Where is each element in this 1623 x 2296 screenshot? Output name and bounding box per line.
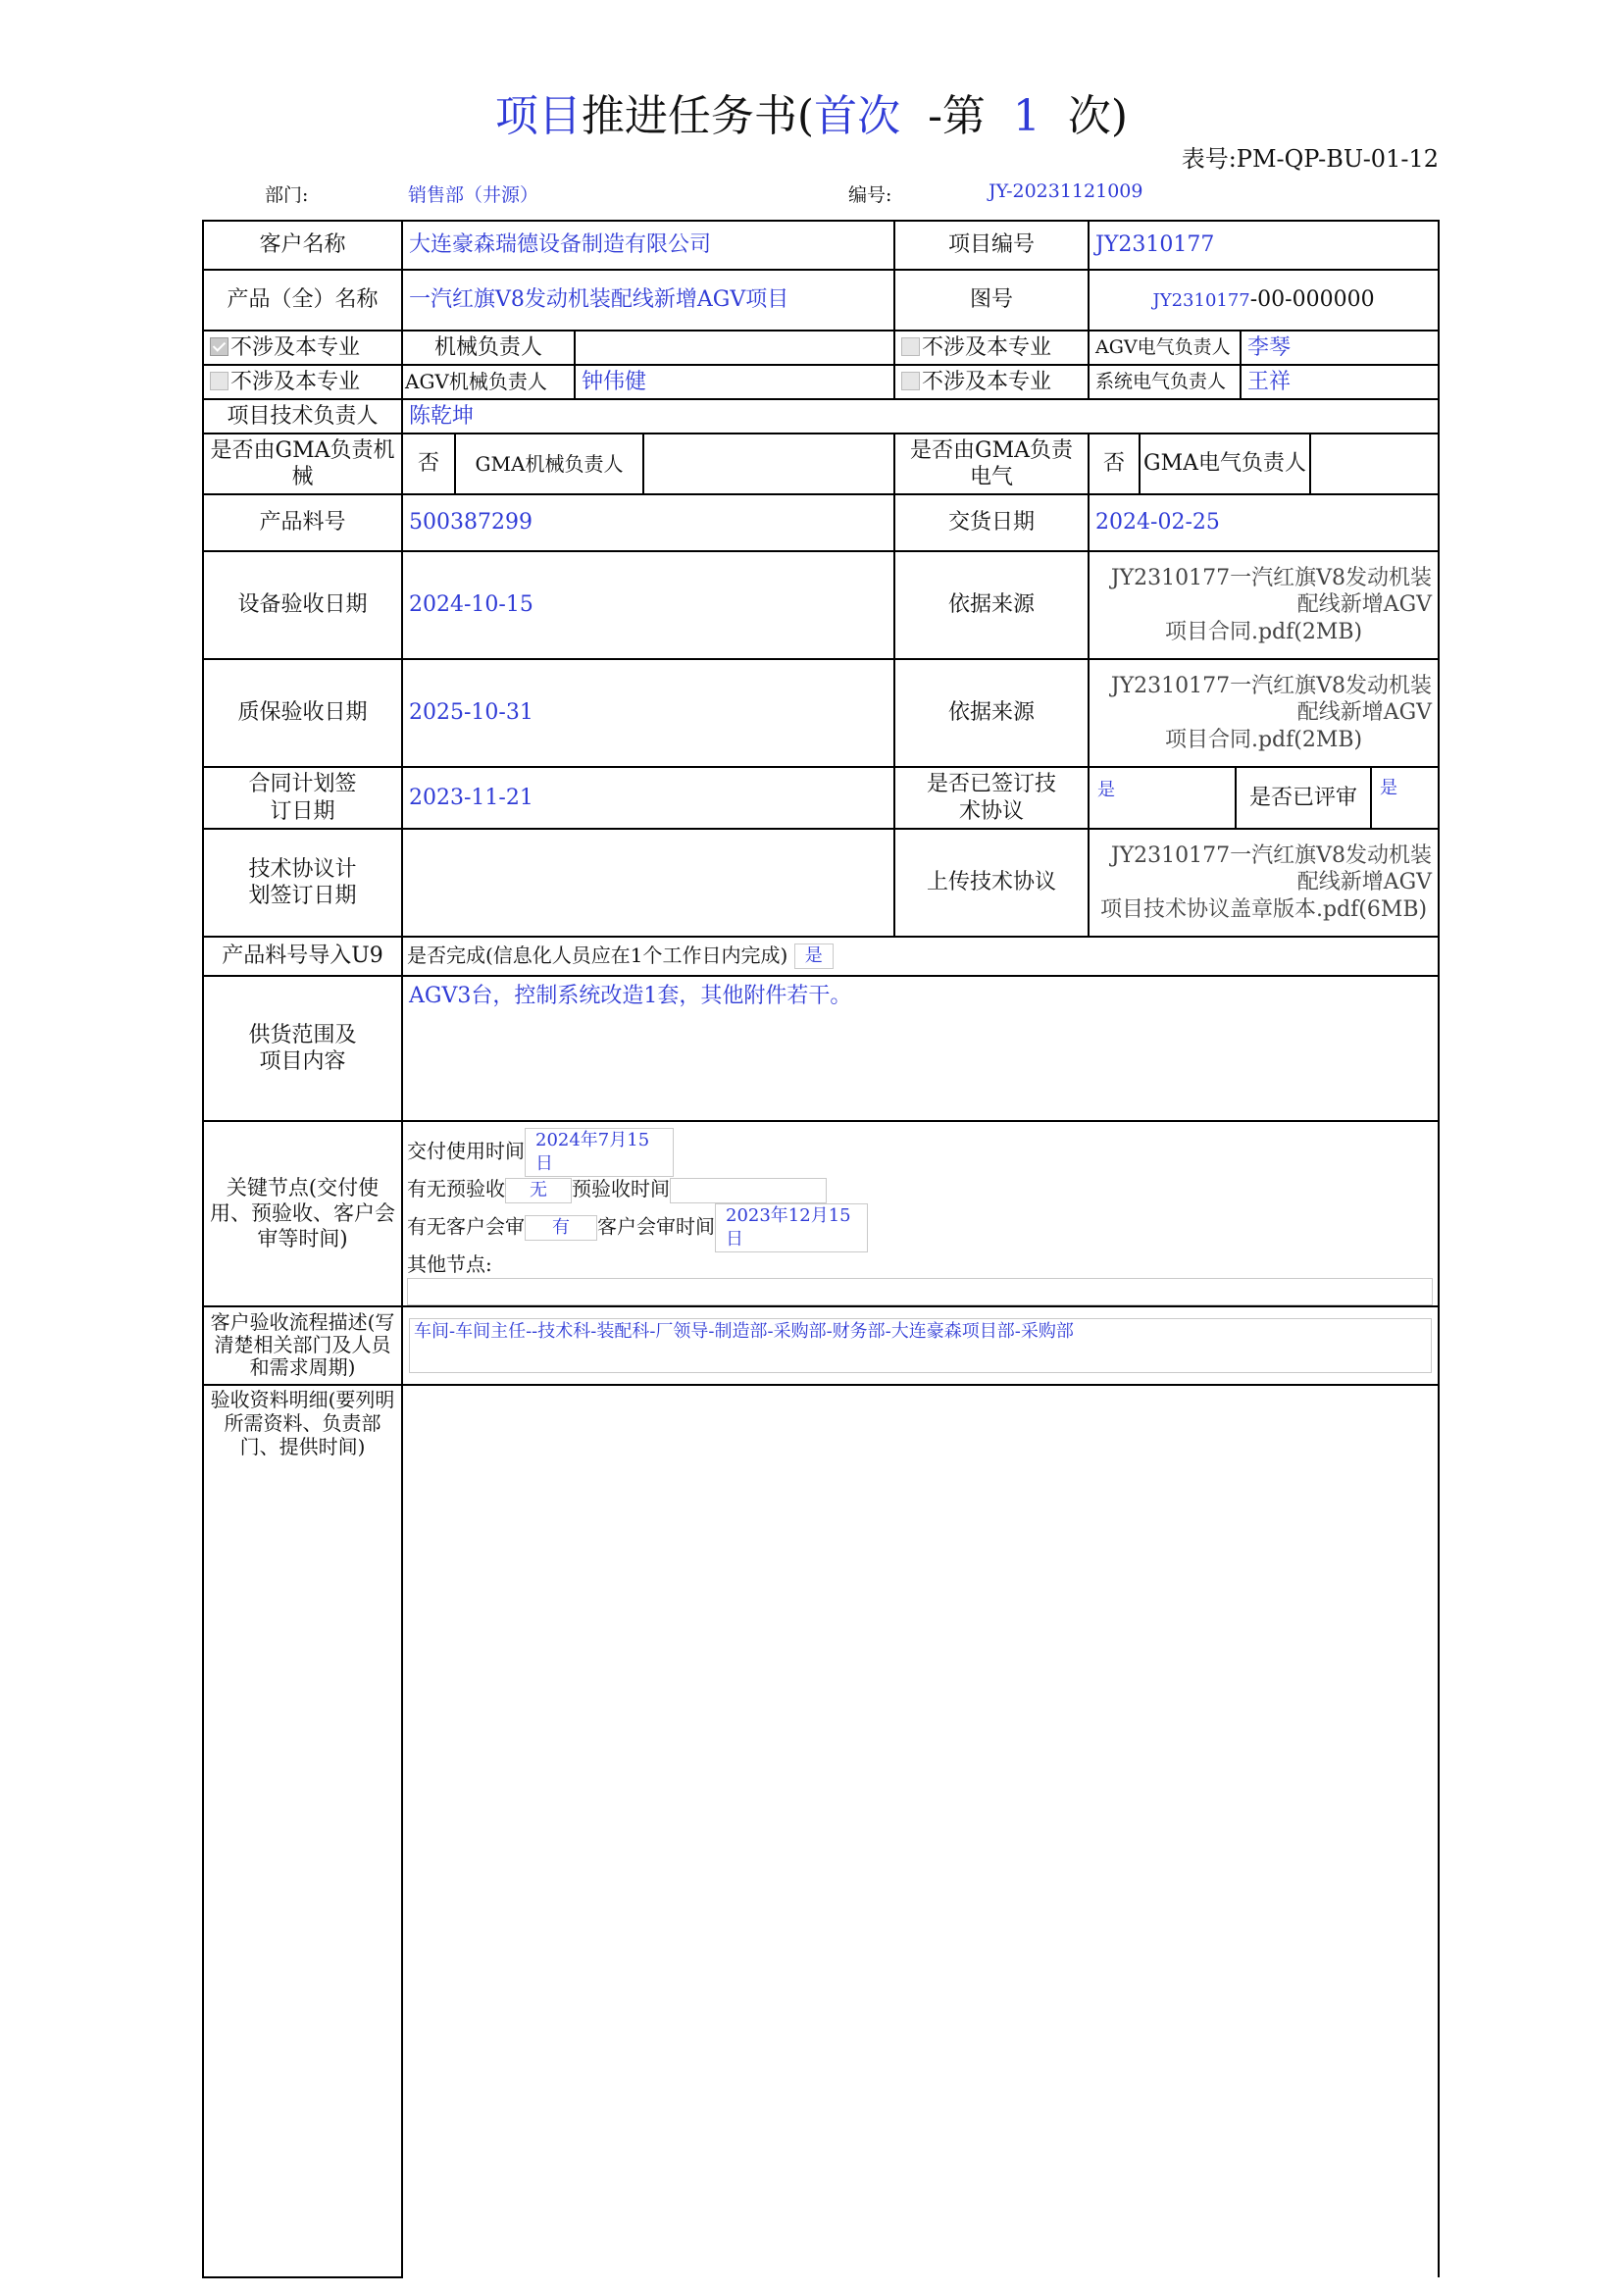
milestones-label: 关键节点(交付使用、预验收、客户会审等时间) (203, 1121, 402, 1306)
not-involved-agv-mech-cell[interactable] (203, 365, 402, 399)
agv-elec-owner-label: AGV电气负责人 (1089, 331, 1241, 365)
pre-accept-label: 有无预验收 (407, 1177, 505, 1200)
milestone-pre-accept-row (407, 1177, 1434, 1203)
product-name-value[interactable]: 一汽红旗V8发动机装配线新增AGV项目 (402, 270, 894, 331)
u9-label: 产品料号导入U9 (203, 937, 402, 976)
department-value: 销售部（井源） (408, 184, 539, 206)
docs-value[interactable] (402, 1385, 1439, 2277)
delivery-date-value[interactable]: 2024-02-25 (1089, 494, 1439, 551)
project-no-label: 项目编号 (894, 221, 1089, 270)
basis-file-1-line1: JY2310177一汽红旗V8发动机装配线新增AGV (1110, 565, 1433, 618)
row-tech-agreement (203, 829, 1439, 937)
row-product (203, 270, 1439, 331)
tech-agreement-date-label: 技术协议计划签订日期 (203, 829, 402, 937)
other-nodes-value[interactable] (407, 1278, 1433, 1305)
not-involved-mech-label: 不涉及本专业 (230, 334, 361, 360)
basis-file-1[interactable] (1089, 551, 1439, 659)
tech-agreement-signed-label: 是否已签订技术协议 (894, 767, 1089, 829)
row-tech-lead (203, 399, 1439, 434)
drawing-label: 图号 (894, 270, 1089, 331)
tech-lead-label: 项目技术负责人 (203, 399, 402, 434)
drawing-no: JY2310177 (1152, 290, 1250, 312)
sys-elec-owner-value[interactable]: 王祥 (1241, 365, 1439, 399)
row-customer (203, 221, 1439, 270)
customer-name-value[interactable]: 大连豪森瑞德设备制造有限公司 (402, 221, 894, 270)
row-acceptance (203, 551, 1439, 659)
agv-mech-owner-label: AGV机械负责人 (402, 365, 575, 399)
milestone-review-row (407, 1203, 1434, 1252)
tech-lead-value[interactable]: 陈乾坤 (402, 399, 1439, 434)
tech-agreement-cell (1089, 767, 1439, 829)
mech-owner-label: 机械负责人 (402, 331, 575, 365)
gma-mech-label: 是否由GMA负责机械 (203, 434, 402, 494)
delivery-date-label: 交货日期 (894, 494, 1089, 551)
pre-accept-value[interactable]: 无 (505, 1178, 572, 1203)
milestones-cell (402, 1121, 1439, 1306)
row-contract (203, 767, 1439, 829)
acceptance-date-label: 设备验收日期 (203, 551, 402, 659)
title-part-count: 1 (1012, 91, 1040, 141)
gma-elec-owner-label: GMA电气负责人 (1141, 434, 1311, 493)
basis-label-2: 依据来源 (894, 659, 1089, 767)
pre-accept-time-value[interactable] (670, 1178, 827, 1203)
delivery-use-value[interactable]: 2024年7月15日 (525, 1128, 674, 1177)
gma-mech-cell (402, 434, 894, 494)
gma-mech-owner-value[interactable] (644, 434, 893, 493)
material-no-value[interactable]: 500387299 (402, 494, 894, 551)
product-name-label: 产品（全）名称 (203, 270, 402, 331)
gma-elec-cell (1089, 434, 1439, 494)
not-involved-sys-elec-cell[interactable] (894, 365, 1089, 399)
sys-elec-owner-label: 系统电气负责人 (1089, 365, 1241, 399)
gma-elec-label: 是否由GMA负责电气 (894, 434, 1089, 494)
tech-agreement-date-value[interactable] (402, 829, 894, 937)
upload-file[interactable] (1089, 829, 1439, 937)
mech-owner-value[interactable] (575, 331, 894, 365)
row-mech-owner (203, 331, 1439, 365)
title-part-end: 次) (1067, 91, 1129, 141)
project-no-value[interactable]: JY2310177 (1089, 221, 1439, 270)
milestone-delivery-row (407, 1128, 1434, 1177)
docs-label: 验收资料明细(要列明所需资料、负责部门、提供时间) (203, 1385, 402, 2277)
title-part-first: 首次 (814, 91, 901, 141)
other-nodes-label: 其他节点: (407, 1251, 492, 1276)
upload-file-line2: 项目技术协议盖章版本.pdf(6MB) (1099, 896, 1428, 922)
not-involved-mech-checkbox[interactable] (210, 337, 228, 356)
basis-file-2-line1: JY2310177一汽红旗V8发动机装配线新增AGV (1110, 673, 1433, 726)
not-involved-agv-elec-cell[interactable] (894, 331, 1089, 365)
task-form-table (202, 220, 1440, 2278)
u9-text: 是否完成(信息化人员应在1个工作日内完成) (407, 943, 788, 967)
form-number: 表号:PM-QP-BU-01-12 (1181, 145, 1439, 173)
review-time-label: 客户会审时间 (597, 1214, 715, 1238)
review-time-value[interactable]: 2023年12月15日 (715, 1203, 868, 1252)
flow-value[interactable]: 车间-车间主任--技术科-装配科-厂领导-制造部-采购部-财务部-大连豪森项目部-采购部 (409, 1318, 1432, 1373)
not-involved-agv-elec-checkbox[interactable] (901, 337, 920, 356)
warranty-date-label: 质保验收日期 (203, 659, 402, 767)
u9-value[interactable]: 是 (794, 944, 834, 969)
basis-file-2-line2: 项目合同.pdf(2MB) (1164, 727, 1363, 752)
not-involved-sys-elec-checkbox[interactable] (901, 372, 920, 390)
scope-label: 供货范围及项目内容 (203, 976, 402, 1121)
reviewed-label: 是否已评审 (1249, 785, 1358, 810)
warranty-date-value[interactable]: 2025-10-31 (402, 659, 894, 767)
gma-elec-value[interactable]: 否 (1090, 434, 1141, 493)
not-involved-agv-elec-label: 不涉及本专业 (922, 334, 1052, 360)
not-involved-sys-elec-label: 不涉及本专业 (922, 369, 1052, 394)
material-no-label: 产品料号 (203, 494, 402, 551)
flow-cell (402, 1306, 1439, 1385)
upload-label: 上传技术协议 (894, 829, 1089, 937)
u9-cell (402, 937, 1439, 976)
gma-mech-value[interactable]: 否 (403, 434, 456, 493)
agv-elec-owner-value[interactable]: 李琴 (1241, 331, 1439, 365)
row-warranty (203, 659, 1439, 767)
drawing-suffix: -00-000000 (1249, 287, 1375, 313)
row-agv-mech-owner (203, 365, 1439, 399)
pre-accept-time-label: 预验收时间 (572, 1177, 670, 1200)
row-u9 (203, 937, 1439, 976)
title-part-project: 项目 (494, 91, 582, 141)
row-docs (203, 1385, 1439, 2277)
basis-file-2[interactable] (1089, 659, 1439, 767)
gma-elec-owner-value[interactable] (1311, 434, 1438, 493)
gma-mech-owner-label: GMA机械负责人 (456, 434, 644, 493)
row-milestones (203, 1121, 1439, 1306)
title-part-main: 推进任务书( (581, 91, 815, 141)
flow-label: 客户验收流程描述(写清楚相关部门及人员和需求周期) (203, 1306, 402, 1385)
number-value: JY-20231121009 (989, 180, 1143, 202)
review-label: 有无客户会审 (407, 1214, 525, 1238)
basis-file-1-line2: 项目合同.pdf(2MB) (1164, 619, 1363, 644)
not-involved-agv-mech-checkbox[interactable] (210, 372, 228, 390)
row-scope (203, 976, 1439, 1121)
contract-date-value[interactable]: 2023-11-21 (402, 767, 894, 829)
basis-label-1: 依据来源 (894, 551, 1089, 659)
department-label: 部门: (265, 184, 309, 206)
contract-date-label: 合同计划签订日期 (203, 767, 402, 829)
title-part-ordinal: -第 (928, 91, 986, 141)
number-label: 编号: (848, 184, 892, 206)
customer-name-label: 客户名称 (203, 221, 402, 270)
row-material (203, 494, 1439, 551)
review-value[interactable]: 有 (525, 1215, 597, 1241)
drawing-value-cell[interactable] (1089, 270, 1439, 331)
not-involved-agv-mech-label: 不涉及本专业 (230, 369, 361, 394)
agv-mech-owner-value[interactable]: 钟伟健 (575, 365, 894, 399)
not-involved-mech-cell[interactable] (203, 331, 402, 365)
acceptance-date-value[interactable]: 2024-10-15 (402, 551, 894, 659)
delivery-use-label: 交付使用时间 (407, 1139, 525, 1163)
row-flow (203, 1306, 1439, 1385)
row-gma (203, 434, 1439, 494)
page-title (0, 80, 1623, 143)
upload-file-line1: JY2310177一汽红旗V8发动机装配线新增AGV (1110, 842, 1433, 895)
tech-agreement-signed-value[interactable]: 是 (1090, 768, 1237, 828)
reviewed-value[interactable]: 是 (1370, 768, 1438, 828)
scope-value[interactable]: AGV3台，控制系统改造1套，其他附件若干。 (402, 976, 1439, 1121)
